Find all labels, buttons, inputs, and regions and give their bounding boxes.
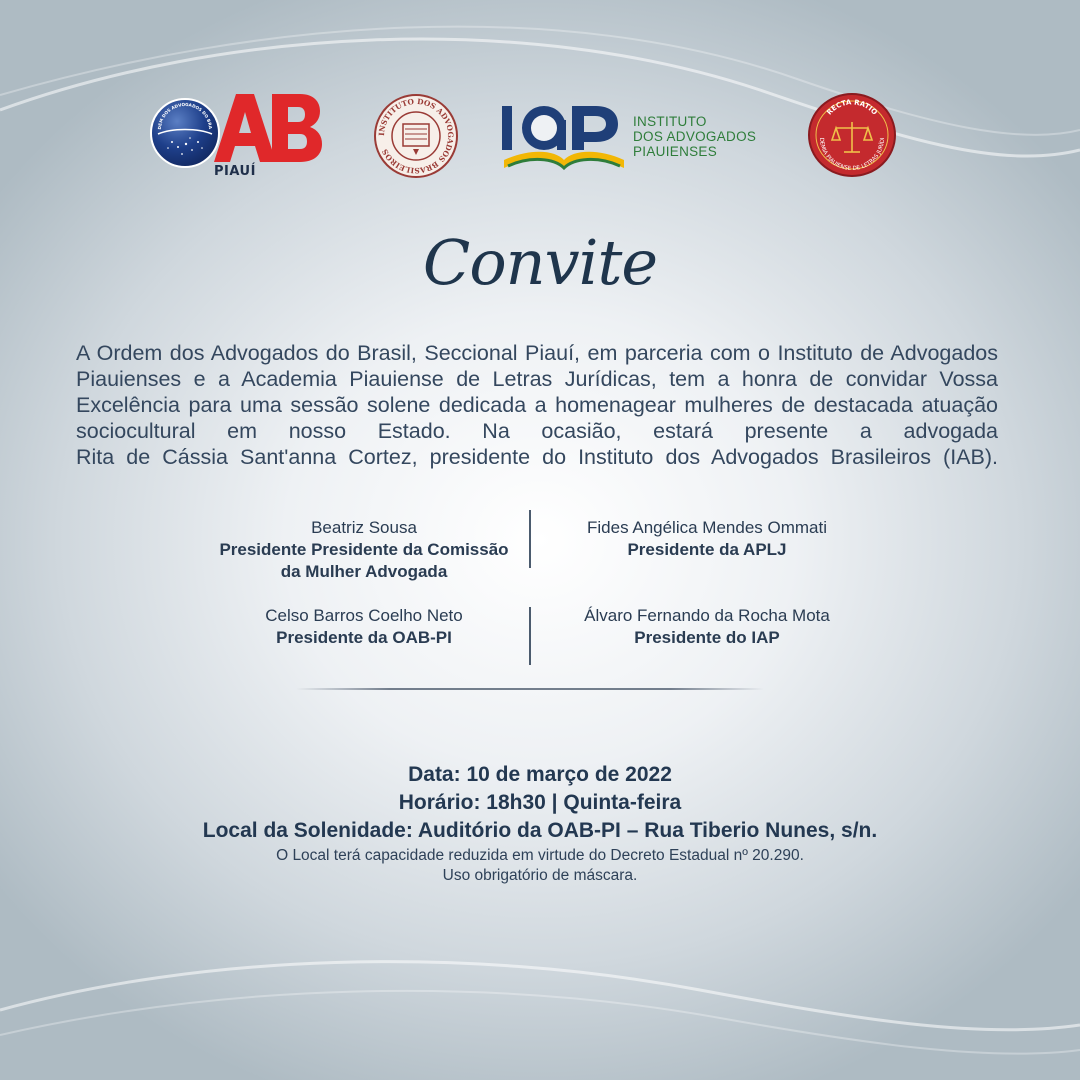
invitation-last-line: Rita de Cássia Sant'anna Cortez, presidente do Instituto dos Advogados Brasileiros (IAB). — [76, 445, 998, 469]
iap-letters-icon — [500, 98, 630, 174]
signatory-role: Presidente da APLJ — [627, 540, 787, 559]
svg-text:ORDEM DOS ADVOGADOS DO BRASIL — [152, 100, 213, 130]
logo-row — [0, 88, 1080, 188]
signature-block — [214, 517, 514, 583]
signatory-name: Beatriz Sousa — [311, 518, 417, 537]
page-title: Convite — [422, 226, 658, 299]
iap-logo — [500, 98, 770, 174]
event-date: Data: 10 de março de 2022 — [408, 763, 672, 786]
signature-divider — [529, 510, 531, 568]
signature-block — [214, 605, 514, 649]
signature-block — [557, 517, 857, 561]
signatory-role: Presidente da OAB-PI — [276, 628, 452, 647]
signature-block — [557, 605, 857, 649]
capacity-note: O Local terá capacidade reduzida em virtude do Decreto Estadual nº 20.290. — [276, 847, 804, 864]
signatory-name: Celso Barros Coelho Neto — [265, 606, 463, 625]
signatory-name: Fides Angélica Mendes Ommati — [587, 518, 827, 537]
mask-note: Uso obrigatório de máscara. — [442, 867, 638, 884]
section-divider — [296, 688, 764, 690]
signatory-name: Álvaro Fernando da Rocha Mota — [584, 606, 830, 625]
academy-seal-icon — [806, 92, 898, 178]
academy-seal-ring-text: DEMIA PIAUIENSE DE LETRAS JURÍDI — [817, 137, 887, 173]
invitation-text — [76, 340, 998, 470]
oab-sub-label: PIAUÍ — [214, 164, 256, 179]
institute-seal-text: INSTITUTO DOS ADVOGADOS BRASILEIROS — [376, 96, 456, 176]
signatory-role: Presidente do IAP — [634, 628, 780, 647]
event-time: Horário: 18h30 | Quinta-feira — [398, 791, 682, 814]
oab-logo — [148, 92, 323, 182]
iap-line: DOS ADVOGADOS — [633, 129, 757, 144]
globe-text: DEM DOS ADVOGADOS DO BRA — [156, 101, 214, 130]
iap-line: INSTITUTO — [633, 114, 707, 129]
event-location: Local da Solenidade: Auditório da OAB-PI – Rua Tiberio Nunes, s/n. — [202, 819, 878, 842]
institute-seal-icon — [373, 93, 459, 179]
iap-name — [633, 114, 756, 159]
invitation-body: A Ordem dos Advogados do Brasil, Seccional Piauí, em parceria com o Instituto de Advogados Piauienses e a Academia Piauiense de Letras Jurídicas, tem a honra de convidar Vossa Excelência para uma sessão solene dedicada a homenagear mulheres de destacada atuação sociocultural em nosso Estado. Na ocasião, estará presente a advogada — [76, 341, 998, 443]
signature-divider — [529, 607, 531, 665]
academy-seal-top-text: RECTA RATIO — [825, 98, 879, 117]
oab-letters-icon — [210, 92, 322, 164]
signatory-role: Presidente Presidente da Comissão da Mulher Advogada — [219, 540, 509, 581]
iap-line: PIAUIENSES — [633, 144, 718, 159]
